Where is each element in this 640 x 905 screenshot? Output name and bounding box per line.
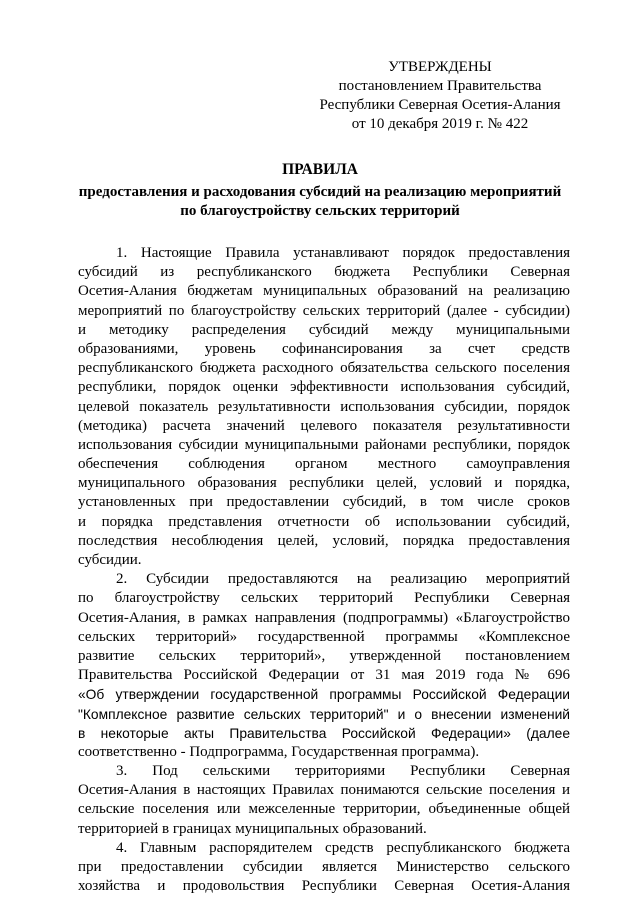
paragraph-1	[78, 244, 570, 570]
paragraph-2	[78, 570, 570, 762]
text-line: обеспечения соблюдения органом местного самоуправления	[78, 456, 570, 473]
document-subtitle	[40, 183, 600, 221]
approval-line: Республики Северная Осетия-Алания	[319, 97, 561, 113]
document-body	[78, 244, 570, 896]
text-line: использования субсидии муниципальными районами республики, порядок	[78, 436, 570, 453]
paragraph-4	[78, 839, 570, 897]
text-line: последствия несоблюдения целей, условий, порядка предоставления	[78, 532, 570, 549]
text-line: 1. Настоящие Правила устанавливают порядок предоставления	[116, 245, 570, 261]
subtitle-line: по благоустройству сельских территорий	[180, 203, 460, 219]
text-line: образованиями, уровень софинансирования за счет средств	[78, 340, 570, 357]
text-line: «Об утверждении государственной программы Российской Федерации	[78, 687, 570, 703]
text-line: соответственно - Подпрограмма, Государственная программа).	[78, 743, 480, 760]
text-line: и порядка представления отчетности об использовании субсидий,	[78, 513, 570, 530]
text-line: сельских территорий» государственной программы «Комплексное	[78, 628, 570, 645]
text-line: 2. Субсидии предоставляются на реализацию мероприятий	[116, 571, 570, 588]
approval-date: от 10 декабря 2019 г. № 422	[351, 116, 529, 132]
text-line: сельские поселения или межселенные территории, объединенные общей	[78, 801, 570, 818]
text-line: республиканского бюджета расходного обязательства сельского поселения	[78, 360, 570, 377]
text-line: муниципального образования республики целей, условий и порядка,	[78, 475, 570, 492]
text-line: хозяйства и продовольствия Республики Северная Осетия-Алания	[78, 878, 570, 895]
text-line: Правительства Российской Федерации от 31 мая 2019 года № 696	[78, 667, 570, 684]
subtitle-line: предоставления и расходования субсидий на реализацию мероприятий	[78, 184, 562, 200]
text-line: субсидии.	[78, 552, 142, 568]
text-line: республики, порядок оценки эффективности использования субсидий,	[78, 379, 570, 396]
paragraph-3	[78, 762, 570, 839]
text-line: Осетия-Алания в настоящих Правилах понимаются сельские поселения и	[78, 782, 570, 799]
text-line: "Комплексное развитие сельских территорий" и о внесении изменений	[78, 706, 570, 722]
approval-heading: УТВЕРЖДЕНЫ	[388, 59, 492, 75]
text-line: и методику распределения субсидий между муниципальными	[78, 321, 570, 338]
text-line: 3. Под сельскими территориями Республики Северная	[116, 763, 570, 780]
text-line: в некоторые акты Правительства Российской Федерации» (далее	[78, 725, 570, 741]
approval-line: постановлением Правительства	[338, 78, 542, 94]
text-line: субсидий из республиканского бюджета Республики Северная	[78, 264, 570, 281]
approval-stamp	[300, 58, 580, 134]
text-line: при предоставлении субсидии является Министерство сельского	[78, 859, 570, 875]
text-line: Осетия-Алания, в рамках направления (подпрограммы) «Благоустройство	[78, 609, 570, 626]
text-line: 4. Главным распорядителем средств республиканского бюджета	[116, 839, 570, 856]
text-line: территорией в границах муниципальных образований.	[78, 820, 427, 837]
text-line: Осетия-Алания бюджетам муниципальных образований на реализацию	[78, 283, 570, 300]
text-line: (методика) расчета значений целевого показателя результативности	[78, 417, 570, 434]
text-line: по благоустройству сельских территорий Республики Северная	[78, 590, 570, 607]
text-line: мероприятий по благоустройству сельских территорий (далее - субсидии)	[78, 302, 570, 319]
document-title: ПРАВИЛА	[282, 161, 358, 178]
text-line: развитие сельских территорий», утвержденной постановлением	[78, 647, 570, 664]
text-line: установленных при предоставлении субсидий, в том числе сроков	[78, 494, 570, 511]
text-line: целевой показатель результативности использования субсидии, порядок	[78, 398, 570, 415]
